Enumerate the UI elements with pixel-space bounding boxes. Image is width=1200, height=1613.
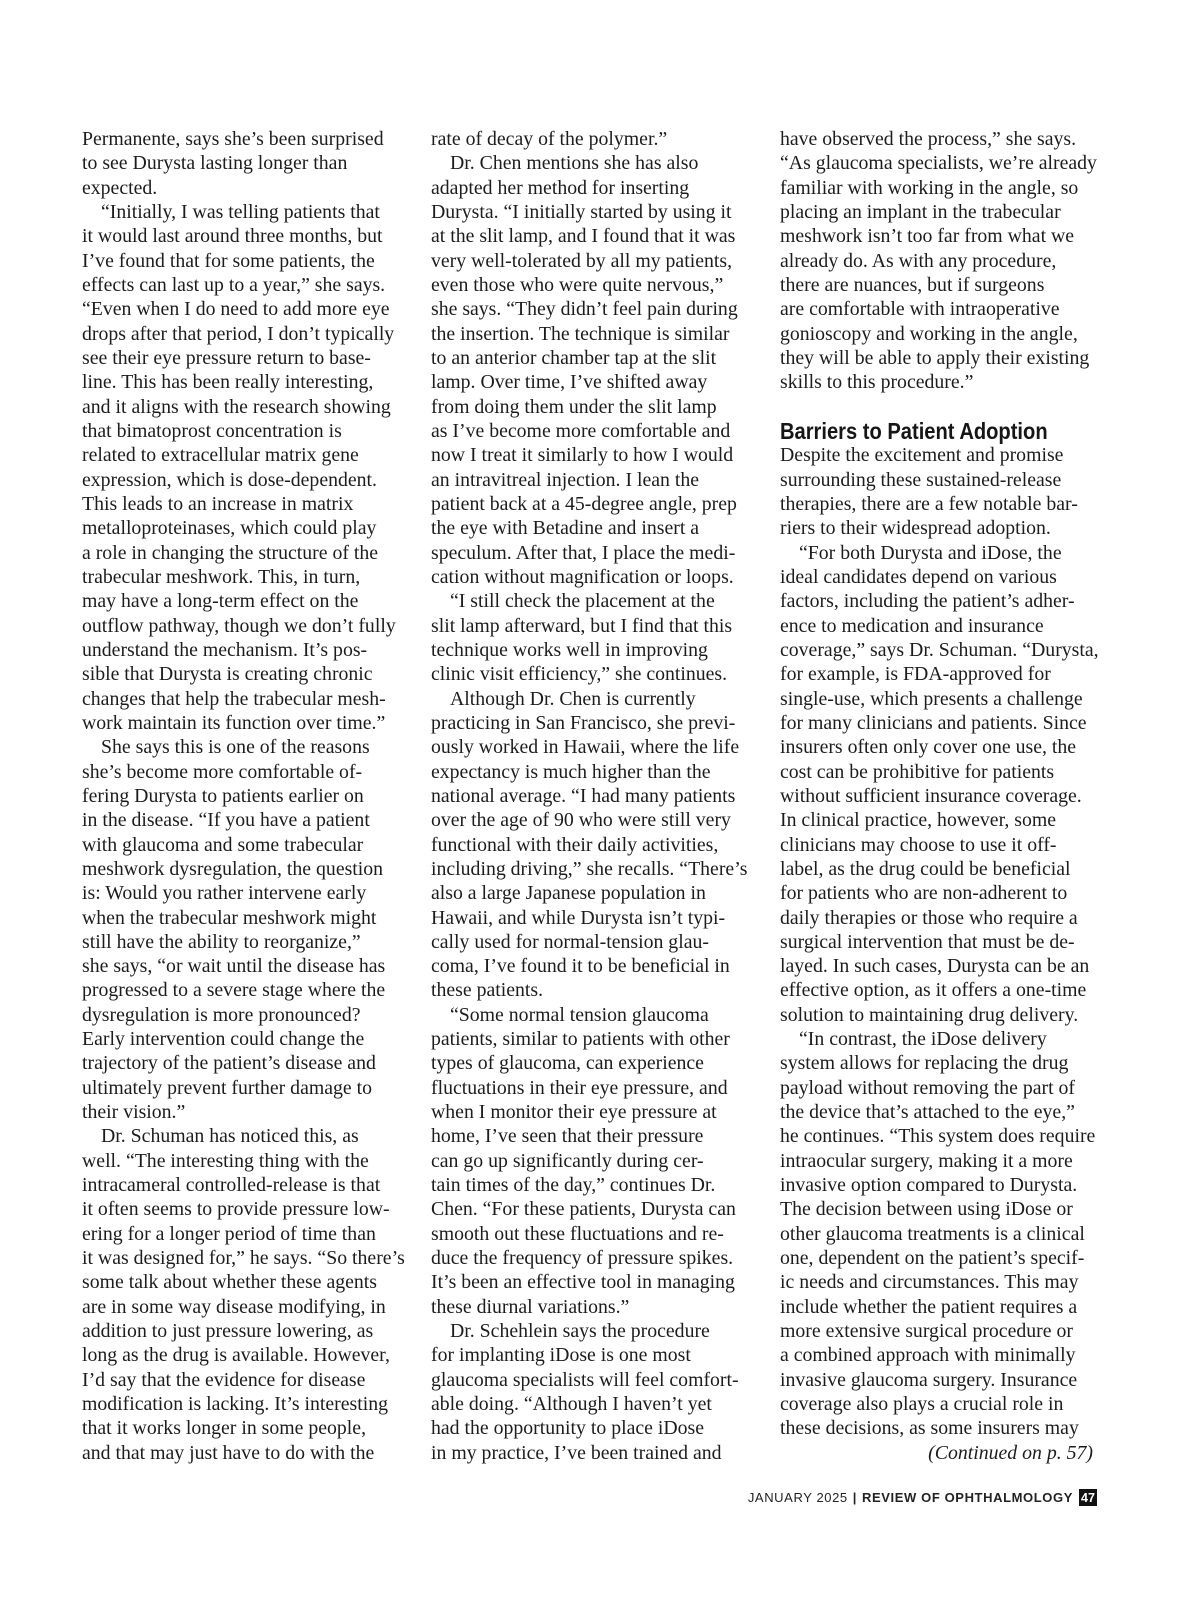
text-line: had the opportunity to place iDose (431, 1417, 705, 1440)
text-line: therapies, there are a few notable bar- (780, 492, 1078, 515)
text-line: factors, including the patient’s adher- (780, 590, 1075, 613)
text-line: glaucoma specialists will feel comfort- (431, 1368, 739, 1391)
article-column-2 (431, 127, 746, 1465)
text-line: line. This has been really interesting, (82, 371, 374, 394)
text-line: still have the ability to reorganize,” (82, 930, 361, 953)
paragraph (780, 127, 1095, 395)
text-line: placing an implant in the trabecular (780, 200, 1061, 223)
text-line: also a large Japanese population in (431, 882, 706, 905)
text-line: fluctuations in their eye pressure, and (431, 1076, 728, 1099)
text-line: “I still check the placement at the (450, 590, 715, 613)
text-line: tain times of the day,” continues Dr. (431, 1174, 716, 1197)
text-line: understand the mechanism. It’s pos- (82, 638, 368, 661)
text-line: cation without magnification or loops. (431, 565, 734, 588)
text-line: The decision between using iDose or (780, 1198, 1073, 1221)
paragraph (82, 735, 397, 1124)
paragraph (431, 589, 746, 686)
text-line: home, I’ve seen that their pressure (431, 1125, 704, 1148)
text-line: ultimately prevent further damage to (82, 1076, 373, 1099)
text-line: including driving,” she recalls. “There’s (431, 857, 748, 880)
text-line: metalloproteinases, which could play (82, 517, 377, 540)
text-line: smooth out these fluctuations and re- (431, 1222, 724, 1245)
text-line: patients, similar to patients with other (431, 1028, 730, 1051)
text-line: patient back at a 45-degree angle, prep (431, 492, 737, 515)
text-line: Dr. Schehlein says the procedure (450, 1320, 710, 1343)
section-heading: Barriers to Patient Adoption (780, 417, 1048, 444)
text-line: long as the drug is available. However, (82, 1344, 390, 1367)
text-line: without sufficient insurance coverage. (780, 784, 1082, 807)
text-line: solution to maintaining drug delivery. (780, 1003, 1079, 1026)
text-line: coma, I’ve found it to be beneficial in (431, 955, 730, 978)
text-line: slit lamp afterward, but I find that this (431, 614, 733, 637)
text-line: over the age of 90 who were still very (431, 809, 731, 832)
text-line: a role in changing the structure of the (82, 541, 379, 564)
text-line: surrounding these sustained-release (780, 468, 1062, 491)
text-line: expression, which is dose-dependent. (82, 468, 377, 491)
text-line: ering for a longer period of time than (82, 1222, 376, 1245)
text-line: outflow pathway, though we don’t fully (82, 614, 396, 637)
text-line: cost can be prohibitive for patients (780, 760, 1055, 783)
paragraph (82, 1124, 405, 1465)
text-line: fering Durysta to patients earlier on (82, 784, 364, 807)
text-line: trabecular meshwork. This, in turn, (82, 565, 361, 588)
text-line: he continues. “This system does require (780, 1125, 1096, 1148)
continuation-note: (Continued on p. 57) (928, 1441, 1093, 1464)
footer-issue-date: JANUARY 2025 (747, 1490, 848, 1505)
text-line: label, as the drug could be beneficial (780, 857, 1071, 880)
text-line: “Some normal tension glaucoma (450, 1003, 709, 1026)
text-line: in the disease. “If you have a patient (82, 809, 370, 832)
text-line: for many clinicians and patients. Since (780, 711, 1087, 734)
text-line: very well-tolerated by all my patients, (431, 249, 733, 272)
paragraph (431, 127, 746, 151)
text-line: to see Durysta lasting longer than (82, 152, 348, 175)
text-line: the insertion. The technique is similar (431, 322, 730, 345)
text-line: It’s been an effective tool in managing (431, 1271, 735, 1294)
text-line: already do. As with any procedure, (780, 249, 1057, 272)
text-line: invasive glaucoma surgery. Insurance (780, 1368, 1078, 1391)
text-line: the eye with Betadine and insert a (431, 517, 700, 540)
text-line: work maintain its function over time.” (82, 711, 386, 734)
text-line: when I monitor their eye pressure at (431, 1101, 717, 1124)
text-line: ic needs and circumstances. This may (780, 1271, 1079, 1294)
text-line: an intravitreal injection. I lean the (431, 468, 700, 491)
text-line: expectancy is much higher than the (431, 760, 711, 783)
text-line: able doing. “Although I haven’t yet (431, 1393, 712, 1416)
text-line: system allows for replacing the drug (780, 1052, 1069, 1075)
text-line: clinicians may choose to use it off- (780, 833, 1057, 856)
text-line: trajectory of the patient’s disease and (82, 1052, 376, 1075)
text-line: it was designed for,” he says. “So there’s (82, 1247, 405, 1270)
footer-separator: | (852, 1490, 858, 1505)
text-line: for example, is FDA-approved for (780, 663, 1051, 686)
text-line: include whether the patient requires a (780, 1295, 1078, 1318)
text-line: speculum. After that, I place the medi- (431, 541, 736, 564)
text-line: Permanente, says she’s been surprised (82, 128, 384, 150)
text-line: at the slit lamp, and I found that it was (431, 225, 736, 248)
text-line: there are nuances, but if surgeons (780, 273, 1045, 296)
text-line: for implanting iDose is one most (431, 1344, 691, 1367)
text-line: have observed the process,” she says. (780, 128, 1077, 150)
text-line: addition to just pressure lowering, as (82, 1320, 374, 1343)
text-line: I’d say that the evidence for disease (82, 1368, 366, 1391)
text-line: gonioscopy and working in the angle, (780, 322, 1078, 345)
footer-publication-name: REVIEW OF OPHTHALMOLOGY (862, 1490, 1073, 1505)
text-line: as I’ve become more comfortable and (431, 419, 731, 442)
text-line: Chen. “For these patients, Durysta can (431, 1198, 736, 1221)
text-line: modification is lacking. It’s interesting (82, 1393, 389, 1416)
text-line: that it works longer in some people, (82, 1417, 367, 1440)
text-line: related to extracellular matrix gene (82, 444, 359, 467)
text-line: ideal candidates depend on various (780, 565, 1057, 588)
text-line: “Initially, I was telling patients that (101, 200, 380, 223)
text-line: intracameral controlled-release is that (82, 1174, 381, 1197)
text-line: Dr. Schuman has noticed this, as (101, 1125, 359, 1148)
text-line: types of glaucoma, can experience (431, 1052, 704, 1075)
text-line: practicing in San Francisco, she previ- (431, 711, 736, 734)
text-line: coverage,” says Dr. Schuman. “Durysta, (780, 638, 1099, 661)
text-line: to an anterior chamber tap at the slit (431, 346, 717, 369)
text-line: these diurnal variations.” (431, 1295, 630, 1318)
text-line: lamp. Over time, I’ve shifted away (431, 371, 708, 394)
article-column-3 (780, 127, 1099, 1465)
text-line: it would last around three months, but (82, 225, 383, 248)
text-line: drops after that period, I don’t typically (82, 322, 395, 345)
text-line: are in some way disease modifying, in (82, 1295, 386, 1318)
text-line: “Even when I do need to add more eye (82, 298, 390, 321)
text-line: ously worked in Hawaii, where the life (431, 736, 740, 759)
paragraph (431, 1319, 746, 1465)
text-line: “In contrast, the iDose delivery (799, 1028, 1047, 1051)
text-line: single-use, which presents a challenge (780, 687, 1083, 710)
paragraph (780, 443, 1095, 540)
text-line: cally used for normal-tension glau- (431, 930, 709, 953)
text-line: are comfortable with intraoperative (780, 298, 1060, 321)
text-line: may have a long-term effect on the (82, 590, 359, 613)
paragraph (431, 151, 746, 589)
text-line: and it aligns with the research showing (82, 395, 391, 418)
text-line: meshwork isn’t too far from what we (780, 225, 1075, 248)
text-line: Durysta. “I initially started by using it (431, 200, 732, 223)
paragraph (780, 541, 1099, 1028)
text-line: functional with their daily activities, (431, 833, 719, 856)
text-line: and that may just have to do with the (82, 1441, 375, 1464)
text-line: she says. “They didn’t feel pain during (431, 298, 738, 321)
text-line: in my practice, I’ve been trained and (431, 1441, 722, 1464)
text-line: well. “The interesting thing with the (82, 1149, 369, 1172)
text-line: familiar with working in the angle, so (780, 176, 1079, 199)
text-line: “For both Durysta and iDose, the (799, 541, 1062, 564)
paragraph (431, 1003, 746, 1319)
text-line: the device that’s attached to the eye,” (780, 1101, 1075, 1124)
text-line: progressed to a severe stage where the (82, 979, 386, 1002)
text-line: it often seems to provide pressure low- (82, 1198, 390, 1221)
text-line: insurers often only cover one use, the (780, 736, 1077, 759)
text-line: Despite the excitement and promise (780, 444, 1064, 467)
text-line: “As glaucoma specialists, we’re already (780, 152, 1097, 175)
paragraph (82, 200, 397, 735)
text-line: Dr. Chen mentions she has also (450, 152, 699, 175)
text-line: She says this is one of the reasons (101, 736, 370, 759)
text-line: ence to medication and insurance (780, 614, 1044, 637)
text-line: for patients who are non-adherent to (780, 882, 1068, 905)
text-line: I’ve found that for some patients, the (82, 249, 375, 272)
text-line: technique works well in improving (431, 638, 708, 661)
text-line: other glaucoma treatments is a clinical (780, 1222, 1085, 1245)
text-line: effects can last up to a year,” she says. (82, 273, 386, 296)
text-line: duce the frequency of pressure spikes. (431, 1247, 734, 1270)
text-line: when the trabecular meshwork might (82, 906, 377, 929)
text-line: layed. In such cases, Durysta can be an (780, 955, 1090, 978)
text-line: these decisions, as some insurers may (780, 1417, 1079, 1440)
text-line: In clinical practice, however, some (780, 809, 1057, 832)
text-line: meshwork dysregulation, the question (82, 857, 384, 880)
text-line: invasive option compared to Durysta. (780, 1174, 1078, 1197)
text-line: clinic visit efficiency,” she continues. (431, 663, 728, 686)
text-line: now I treat it similarly to how I would (431, 444, 734, 467)
text-line: This leads to an increase in matrix (82, 492, 354, 515)
text-line: intraocular surgery, making it a more (780, 1149, 1073, 1172)
text-line: a combined approach with minimally (780, 1344, 1076, 1367)
text-line: daily therapies or those who require a (780, 906, 1078, 929)
text-line: Early intervention could change the (82, 1028, 365, 1051)
text-line: more extensive surgical procedure or (780, 1320, 1073, 1343)
text-line: their vision.” (82, 1101, 186, 1124)
text-line: is: Would you rather intervene early (82, 882, 367, 905)
text-line: Hawaii, and while Durysta isn’t typi- (431, 906, 726, 929)
text-line: dysregulation is more pronounced? (82, 1003, 361, 1026)
text-line: riers to their widespread adoption. (780, 517, 1051, 540)
text-line: skills to this procedure.” (780, 371, 974, 394)
text-line: effective option, as it offers a one-time (780, 979, 1087, 1002)
article-column-1 (82, 127, 405, 1465)
text-line: rate of decay of the polymer.” (431, 128, 668, 150)
text-line: can go up significantly during cer- (431, 1149, 704, 1172)
text-line: surgical intervention that must be de- (780, 930, 1075, 953)
text-line: that bimatoprost concentration is (82, 419, 342, 442)
text-line: payload without removing the part of (780, 1076, 1075, 1099)
text-line: changes that help the trabecular mesh- (82, 687, 386, 710)
paragraph (82, 127, 397, 200)
text-line: national average. “I had many patients (431, 784, 736, 807)
paragraph (780, 1027, 1095, 1441)
paragraph (431, 687, 746, 1003)
text-line: expected. (82, 176, 158, 199)
text-line: even those who were quite nervous,” (431, 273, 724, 296)
page-number-badge: 47 (1079, 1489, 1097, 1506)
text-line: see their eye pressure return to base- (82, 346, 371, 369)
text-line: adapted her method for inserting (431, 176, 690, 199)
text-line: they will be able to apply their existing (780, 346, 1090, 369)
text-line: she says, “or wait until the disease has (82, 955, 386, 978)
text-line: these patients. (431, 979, 544, 1002)
text-line: Although Dr. Chen is currently (450, 687, 696, 710)
text-line: with glaucoma and some trabecular (82, 833, 364, 856)
text-line: from doing them under the slit lamp (431, 395, 717, 418)
text-line: sible that Durysta is creating chronic (82, 663, 373, 686)
text-line: one, dependent on the patient’s specif- (780, 1247, 1085, 1270)
page-footer (748, 1489, 1097, 1506)
text-line: some talk about whether these agents (82, 1271, 377, 1294)
text-line: coverage also plays a crucial role in (780, 1393, 1064, 1416)
text-line: she’s become more comfortable of- (82, 760, 363, 783)
